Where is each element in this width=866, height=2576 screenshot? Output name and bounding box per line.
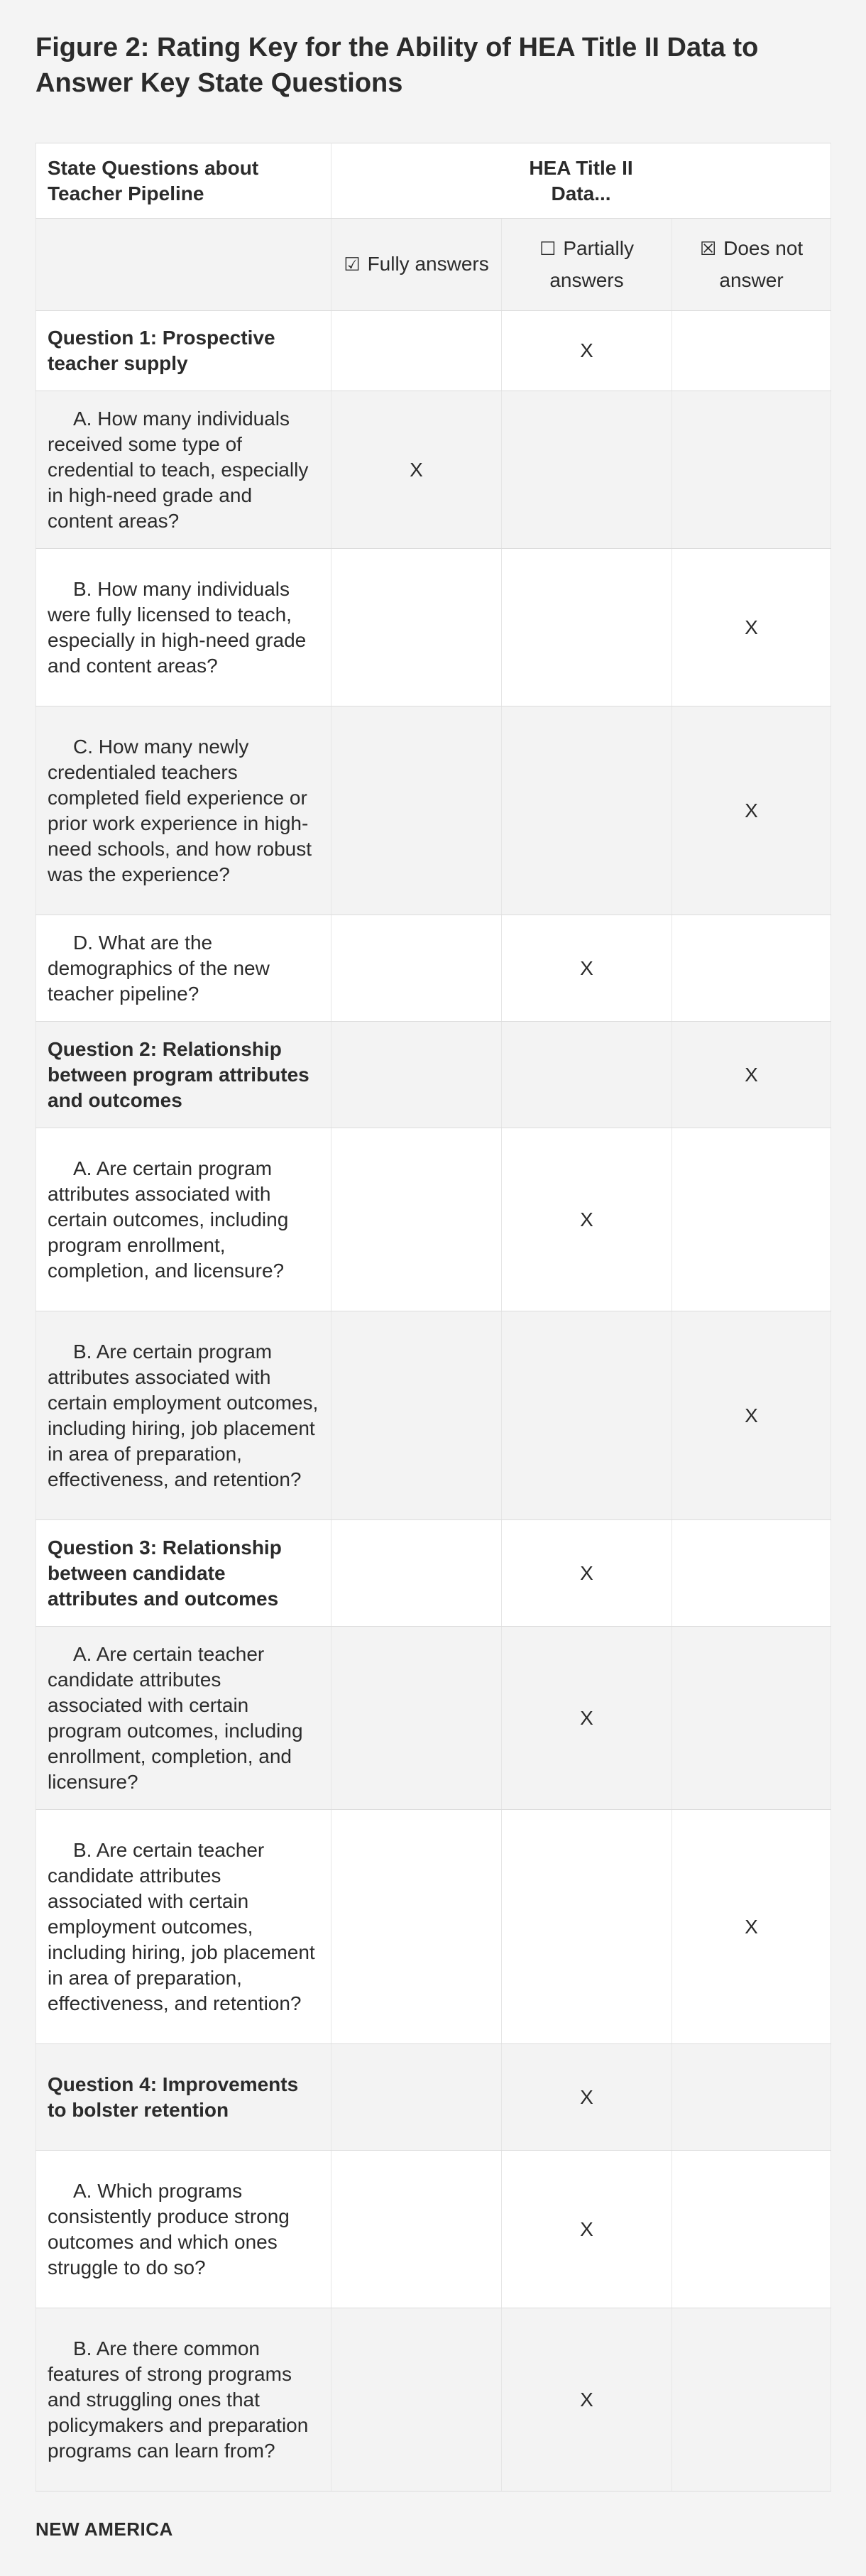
empty-rating-cell bbox=[672, 391, 831, 549]
sub-question-text: B. Are certain teacher candidate attributes associated with certain employment outcomes, including hiring, job placement in area of preparation, effectiveness, and retention? bbox=[36, 1810, 331, 2044]
empty-rating-cell bbox=[331, 915, 502, 1022]
sub-question-text: B. Are certain program attributes associated with certain employment outcomes, including hiring, job placement in area of preparation, effectiveness, and retention? bbox=[36, 1311, 331, 1520]
rating-key-table-wrapper bbox=[35, 143, 831, 2492]
sub-question-text: A. Which programs consistently produce strong outcomes and which ones struggle to do so? bbox=[36, 2151, 331, 2308]
question-heading: Question 3: Relationship between candidate attributes and outcomes bbox=[36, 1520, 331, 1627]
sub-question-row bbox=[36, 549, 831, 706]
sub-question-text: C. How many newly credentialed teachers completed field experience or prior work experience in high-need schools, and how robust was the experience? bbox=[36, 706, 331, 915]
rating-mark: X bbox=[502, 915, 672, 1022]
sub-question-text: A. Are certain teacher candidate attributes associated with certain program outcomes, including enrollment, completion, and licensure? bbox=[36, 1627, 331, 1810]
empty-rating-cell bbox=[502, 1022, 672, 1128]
empty-box-icon: ☐ bbox=[539, 239, 557, 260]
empty-rating-cell bbox=[502, 549, 672, 706]
questions-column-header: State Questions about Teacher Pipeline bbox=[36, 143, 331, 219]
empty-rating-cell bbox=[672, 2308, 831, 2492]
sub-question-row bbox=[36, 1128, 831, 1311]
rating-mark: X bbox=[502, 2308, 672, 2492]
rating-key-table bbox=[35, 143, 831, 2492]
empty-rating-cell bbox=[672, 1128, 831, 1311]
sub-question-row bbox=[36, 706, 831, 915]
empty-rating-cell bbox=[331, 1810, 502, 2044]
sub-question-row bbox=[36, 1311, 831, 1520]
question-heading: Question 4: Improvements to bolster retention bbox=[36, 2044, 331, 2151]
rating-mark: X bbox=[502, 1520, 672, 1627]
empty-rating-cell bbox=[672, 2044, 831, 2151]
rating-mark: X bbox=[502, 1128, 672, 1311]
rating-mark: X bbox=[502, 311, 672, 391]
rating-mark: X bbox=[672, 1810, 831, 2044]
sub-question-row bbox=[36, 915, 831, 1022]
empty-rating-cell bbox=[331, 1627, 502, 1810]
empty-rating-cell bbox=[331, 1128, 502, 1311]
empty-rating-cell bbox=[672, 1520, 831, 1627]
rating-mark: X bbox=[502, 2044, 672, 2151]
legend-row bbox=[36, 219, 831, 311]
question-row bbox=[36, 1022, 831, 1128]
legend-fully-answers bbox=[331, 219, 502, 311]
footer-brand: NEW AMERICA bbox=[35, 2518, 173, 2540]
data-column-header bbox=[331, 143, 831, 219]
question-heading: Question 2: Relationship between program attributes and outcomes bbox=[36, 1022, 331, 1128]
rating-mark: X bbox=[672, 1311, 831, 1520]
empty-rating-cell bbox=[672, 2151, 831, 2308]
legend-does-not-answer bbox=[672, 219, 831, 311]
sub-question-text: B. How many individuals were fully licensed to teach, especially in high-need grade and content areas? bbox=[36, 549, 331, 706]
empty-rating-cell bbox=[331, 1520, 502, 1627]
empty-rating-cell bbox=[502, 1810, 672, 2044]
question-heading: Question 1: Prospective teacher supply bbox=[36, 311, 331, 391]
empty-rating-cell bbox=[672, 311, 831, 391]
empty-rating-cell bbox=[331, 1022, 502, 1128]
empty-rating-cell bbox=[331, 706, 502, 915]
rating-mark: X bbox=[672, 1022, 831, 1128]
rating-mark: X bbox=[502, 2151, 672, 2308]
empty-rating-cell bbox=[331, 2151, 502, 2308]
empty-rating-cell bbox=[331, 2308, 502, 2492]
legend-label-does-not: Does not answer bbox=[719, 237, 804, 291]
rating-mark: X bbox=[502, 1627, 672, 1810]
legend-blank-cell bbox=[36, 219, 331, 311]
rating-mark: X bbox=[331, 391, 502, 549]
empty-rating-cell bbox=[502, 391, 672, 549]
legend-label-partially: Partially answers bbox=[549, 237, 634, 291]
sub-question-row bbox=[36, 1810, 831, 2044]
figure-title: Figure 2: Rating Key for the Ability of HEA Title II Data to Answer Key State Questions bbox=[35, 33, 759, 98]
question-row bbox=[36, 311, 831, 391]
crossed-box-icon: ☒ bbox=[699, 239, 717, 260]
sub-question-text: A. Are certain program attributes associated with certain outcomes, including program enrollment, completion, and licensure? bbox=[36, 1128, 331, 1311]
sub-question-row bbox=[36, 2308, 831, 2492]
empty-rating-cell bbox=[331, 549, 502, 706]
sub-question-text: D. What are the demographics of the new teacher pipeline? bbox=[36, 915, 331, 1022]
empty-rating-cell bbox=[672, 1627, 831, 1810]
empty-rating-cell bbox=[502, 1311, 672, 1520]
table-body bbox=[36, 311, 831, 2492]
rating-mark: X bbox=[672, 549, 831, 706]
sub-question-row bbox=[36, 1627, 831, 1810]
empty-rating-cell bbox=[672, 915, 831, 1022]
empty-rating-cell bbox=[331, 1311, 502, 1520]
sub-question-row bbox=[36, 2151, 831, 2308]
checked-box-icon: ☑ bbox=[344, 254, 361, 275]
data-header-text: HEA Title II Data... bbox=[529, 156, 633, 204]
rating-mark: X bbox=[672, 706, 831, 915]
header-row bbox=[36, 143, 831, 219]
sub-question-text: B. Are there common features of strong programs and struggling ones that policymakers and preparation programs can learn from? bbox=[36, 2308, 331, 2492]
sub-question-text: A. How many individuals received some type of credential to teach, especially in high-need grade and content areas? bbox=[36, 391, 331, 549]
legend-partially-answers bbox=[502, 219, 672, 311]
legend-label-fully: Fully answers bbox=[367, 253, 489, 275]
empty-rating-cell bbox=[331, 311, 502, 391]
question-row bbox=[36, 2044, 831, 2151]
empty-rating-cell bbox=[331, 2044, 502, 2151]
sub-question-row bbox=[36, 391, 831, 549]
question-row bbox=[36, 1520, 831, 1627]
empty-rating-cell bbox=[502, 706, 672, 915]
